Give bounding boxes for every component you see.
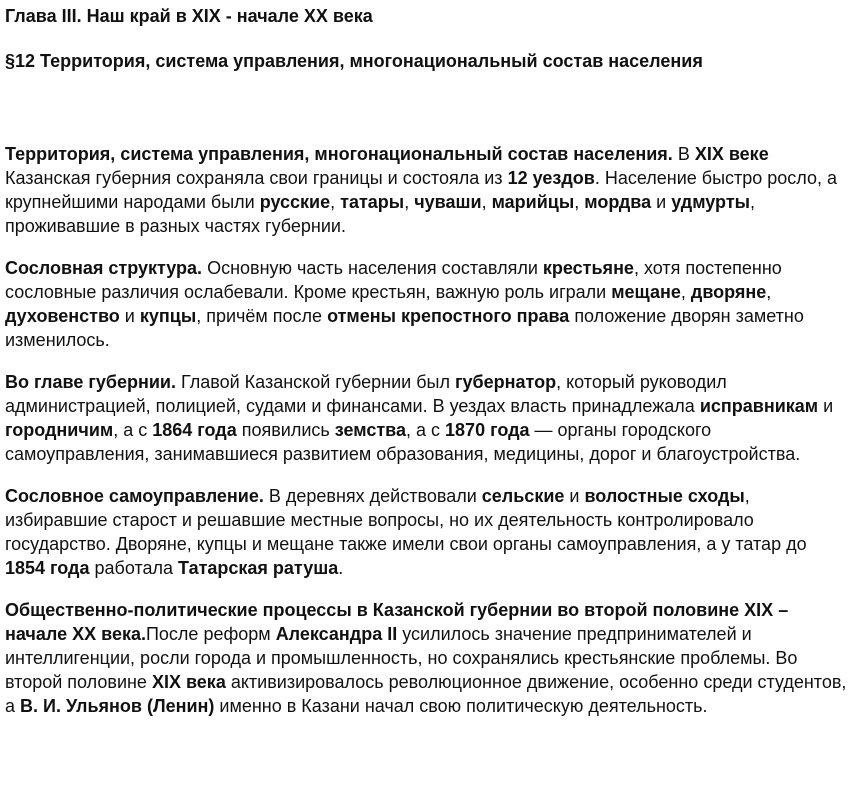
text-run: ,: [404, 192, 415, 212]
text-run: ,: [574, 192, 585, 212]
text-run: — органы городского самоуправления, занимавшиеся развитием образования, медицины, дорог и благоустройства.: [5, 420, 801, 464]
text-run: ,: [766, 282, 772, 302]
bold-term: 1864 года: [152, 420, 237, 440]
bold-term: марийцы: [491, 192, 575, 212]
document-body: [5, 142, 850, 718]
section-title: §12 Территория, система управления, многонациональный состав населения: [5, 51, 703, 71]
text-run: , проживавшие в разных частях губернии.: [5, 192, 756, 236]
bold-term: XIX веке: [694, 144, 769, 164]
bold-term: купцы: [139, 306, 197, 326]
bold-term: 1854 года: [5, 558, 90, 578]
bold-term: городничим: [5, 420, 114, 440]
paragraph-territory: [5, 142, 850, 238]
paragraph-self-government: [5, 484, 850, 580]
bold-term: Территория, система управления, многонациональный состав населения.: [5, 144, 673, 164]
paragraph-social-political: [5, 598, 850, 718]
text-run: и: [119, 306, 140, 326]
bold-term: крестьяне: [542, 258, 634, 278]
paragraph-estate-structure: [5, 256, 850, 352]
text-run: появились: [236, 420, 335, 440]
bold-term: Александра II: [275, 624, 398, 644]
text-run: . Население быстро росло, а крупнейшими народами были: [5, 168, 838, 212]
text-run: После реформ: [145, 624, 276, 644]
bold-term: мещане: [611, 282, 681, 302]
bold-term: губернатор: [455, 372, 557, 392]
bold-term: духовенство: [5, 306, 120, 326]
bold-term: земства: [334, 420, 407, 440]
text-run: активизировалось революционное движение, особенно среди студентов, а: [5, 672, 847, 716]
bold-term: сельские: [481, 486, 565, 506]
chapter-title: Глава III. Наш край в XIX - начале XX века: [5, 6, 373, 26]
text-run: , избиравшие старост и решавшие местные вопросы, но их деятельность контролировало государство. Дворяне, купцы и мещане также имели свои органы самоуправления, а у татар до: [5, 486, 807, 554]
bold-term: отмены крепостного права: [327, 306, 570, 326]
text-run: положение дворян заметно изменилось.: [5, 306, 804, 350]
text-run: Казанская губерния сохраняла свои границы и состояла из: [5, 168, 508, 188]
text-run: В деревнях действовали: [263, 486, 482, 506]
bold-term: XIX века: [151, 672, 226, 692]
text-run: Основную часть населения составляли: [202, 258, 543, 278]
text-run: , а с: [113, 420, 153, 440]
text-run: и: [651, 192, 672, 212]
text-run: В: [672, 144, 695, 164]
bold-term: исправникам: [699, 396, 819, 416]
text-run: работала: [89, 558, 179, 578]
bold-term: удмурты: [671, 192, 751, 212]
text-run: и: [818, 396, 834, 416]
bold-term: Во главе губернии.: [5, 372, 176, 392]
bold-term: Сословное самоуправление.: [5, 486, 264, 506]
text-run: .: [338, 558, 344, 578]
text-run: ,: [680, 282, 691, 302]
text-run: Главой Казанской губернии был: [175, 372, 455, 392]
bold-term: 1870 года: [445, 420, 530, 440]
text-run: , а с: [406, 420, 446, 440]
text-run: и: [564, 486, 585, 506]
text-run: усилилось значение предпринимателей и интеллигенции, росли города и промышленность, но сохранялись крестьянские проблемы. Во второй половине: [5, 624, 798, 692]
bold-term: Общественно-политические процессы в Казанской губернии во второй половине XIX – начале XX века.: [5, 600, 789, 644]
bold-term: дворяне: [690, 282, 767, 302]
text-run: , который руководил администрацией, полицией, судами и финансами. В уездах власть принадлежала: [5, 372, 727, 416]
text-run: , хотя постепенно сословные различия ослабевали. Кроме крестьян, важную роль играли: [5, 258, 782, 302]
text-run: именно в Казани начал свою политическую деятельность.: [214, 696, 708, 716]
paragraph-governance: [5, 370, 850, 466]
bold-term: В. И. Ульянов (Ленин): [20, 696, 215, 716]
text-run: , причём после: [196, 306, 328, 326]
text-run: ,: [330, 192, 341, 212]
text-run: ,: [481, 192, 492, 212]
bold-term: татары: [340, 192, 405, 212]
bold-term: Татарская ратуша: [178, 558, 339, 578]
bold-term: мордва: [584, 192, 652, 212]
bold-term: 12 уездов: [507, 168, 595, 188]
bold-term: чуваши: [414, 192, 482, 212]
bold-term: Сословная структура.: [5, 258, 203, 278]
bold-term: волостные сходы: [584, 486, 745, 506]
bold-term: русские: [259, 192, 331, 212]
